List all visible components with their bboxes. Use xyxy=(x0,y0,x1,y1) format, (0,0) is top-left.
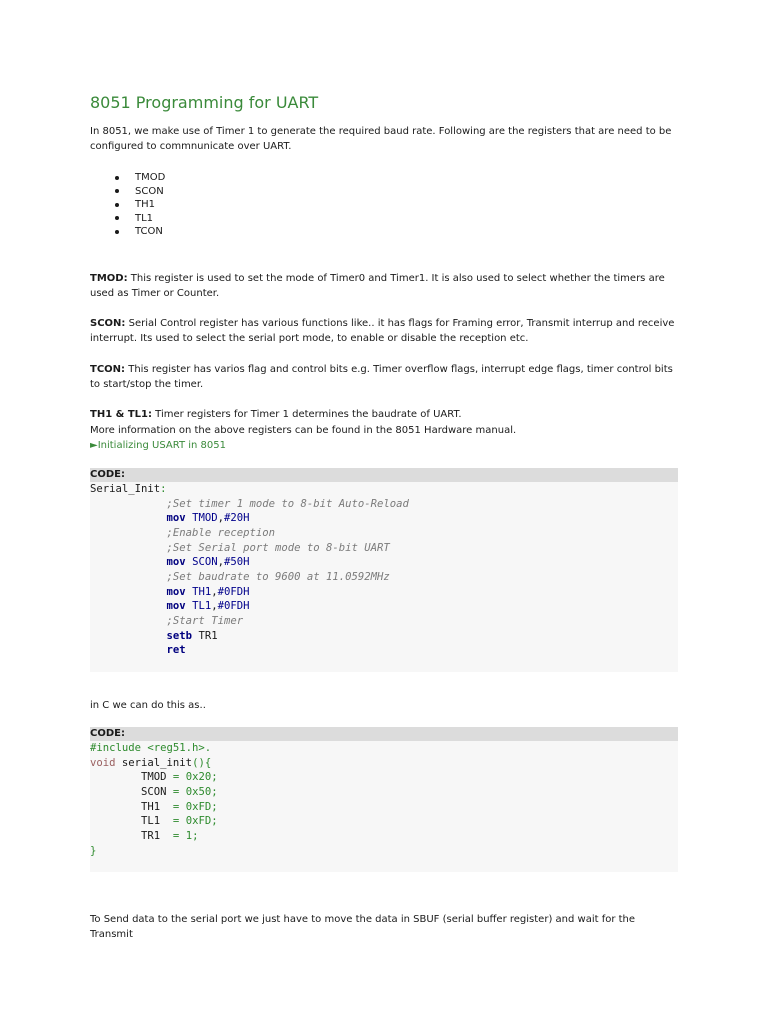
intro-paragraph: In 8051, we make use of Timer 1 to generate the required baud rate. Following are the registers that are need to be configured to commnunicate over UART. xyxy=(90,126,672,152)
scon-description: SCON: Serial Control register has various functions like.. it has flags for Framing error, Transmit interrup and receive interrupt. Its used to select the serial port mode, to enable or disable the reception etc. xyxy=(90,318,675,344)
code-line xyxy=(90,542,390,554)
th-tl-description: TH1 & TL1: Timer registers for Timer 1 determines the baudrate of UART. xyxy=(90,409,462,420)
code-line xyxy=(90,571,390,583)
code-line xyxy=(90,644,186,656)
code-line: mov TMOD,#20H xyxy=(166,512,250,525)
code-value: #50H xyxy=(223,556,250,569)
code-line xyxy=(90,771,218,783)
code-keyword: setb xyxy=(166,629,193,642)
c-intro-text: in C we can do this as.. xyxy=(90,700,206,711)
code-operator: = xyxy=(166,815,186,828)
list-item: TH1 xyxy=(90,198,165,212)
code-line xyxy=(90,630,218,642)
code-comment: ;Enable reception xyxy=(166,526,275,539)
register-list xyxy=(90,171,165,239)
outro-text: To Send data to the serial port we just have to move the data in SBUF (serial buffer register) and wait for the Transmit xyxy=(90,914,636,940)
code-register: TMOD xyxy=(141,771,167,784)
more-info-text: More information on the above registers can be found in the 8051 Hardware manual. xyxy=(90,425,517,436)
code-operand: TMOD xyxy=(192,512,218,525)
code-register: TR1 xyxy=(141,829,167,842)
code-operator: = xyxy=(166,800,186,813)
c-code-block xyxy=(90,727,678,872)
bullet-icon xyxy=(115,176,119,180)
code-label: CODE: xyxy=(90,727,678,741)
code-line xyxy=(90,527,275,539)
code-operand: TL1 xyxy=(192,600,212,613)
code-operator: = xyxy=(166,829,186,842)
bullet-icon xyxy=(115,216,119,220)
code-keyword: mov xyxy=(166,585,186,598)
code-line xyxy=(90,830,198,842)
code-line xyxy=(90,801,218,813)
code-comment: ;Set timer 1 mode to 8-bit Auto-Reload xyxy=(166,497,409,510)
code-operand: SCON xyxy=(192,556,218,569)
page-title: 8051 Programming for UART xyxy=(90,93,319,112)
code-value: 0x50; xyxy=(185,785,218,798)
asm-code: Serial_Init: ;Set timer 1 mode to 8-bit Auto-Reload mov TMOD,#20H ;Enable reception ;Set Serial port mode to 8-bit UART mov SCON,#50H ;Set baudrate to 9600 at 11.0592MHz mov TH1,#0FDH mov TL1,#0FDH ;Start Timer setb TR1 ret xyxy=(90,483,409,657)
code-line xyxy=(90,815,218,827)
code-operand: TH1 xyxy=(192,585,212,598)
code-line xyxy=(90,786,218,798)
code-keyword: mov xyxy=(166,512,186,525)
code-value: 1; xyxy=(185,829,199,842)
code-value: #0FDH xyxy=(217,600,250,613)
bullet-icon xyxy=(115,189,119,193)
code-line xyxy=(90,615,243,627)
code-value: 0xFD; xyxy=(185,815,218,828)
code-label: CODE: xyxy=(90,468,678,482)
code-keyword: mov xyxy=(166,556,186,569)
code-value: #0FDH xyxy=(217,585,250,598)
term-label: TH1 & TL1: xyxy=(90,409,152,420)
code-keyword: mov xyxy=(166,600,186,613)
code-register: TL1 xyxy=(141,815,167,828)
code-operator: = xyxy=(166,771,186,784)
code-line: mov TL1,#0FDH xyxy=(166,600,250,613)
list-item: TL1 xyxy=(90,212,165,226)
code-register: SCON xyxy=(141,785,167,798)
initializing-usart-link[interactable]: ►Initializing USART in 8051 xyxy=(90,440,226,451)
code-comment: ;Set Serial port mode to 8-bit UART xyxy=(166,541,390,554)
tmod-description: TMOD: This register is used to set the mode of Timer0 and Timer1. It is also used to select whether the timers are used as Timer or Counter. xyxy=(90,273,665,299)
term-label: SCON: xyxy=(90,318,126,329)
code-operator: = xyxy=(166,785,186,798)
list-item: TCON xyxy=(90,225,165,239)
tcon-description: TCON: This register has varios flag and control bits e.g. Timer overflow flags, interrupt edge flags, timer control bits to start/stop the timer. xyxy=(90,364,673,390)
code-keyword: ret xyxy=(166,644,186,657)
list-item: TMOD xyxy=(90,171,165,185)
code-line: mov TH1,#0FDH xyxy=(166,585,250,598)
list-item: SCON xyxy=(90,185,165,199)
asm-code-block xyxy=(90,468,678,672)
code-register: TH1 xyxy=(141,800,167,813)
bullet-icon xyxy=(115,230,119,234)
code-line: mov SCON,#50H xyxy=(166,556,250,569)
code-value: 0x20; xyxy=(185,771,218,784)
code-comment: ;Set baudrate to 9600 at 11.0592MHz xyxy=(166,570,390,583)
code-value: 0xFD; xyxy=(185,800,218,813)
code-line xyxy=(90,498,409,510)
code-comment: ;Start Timer xyxy=(166,614,244,627)
bullet-icon xyxy=(115,203,119,207)
term-label: TCON: xyxy=(90,364,126,375)
code-value: #20H xyxy=(223,512,250,525)
term-label: TMOD: xyxy=(90,273,128,284)
code-operand: TR1 xyxy=(198,629,218,642)
c-code: #include <reg51.h>. void serial_init(){ TMOD = 0x20; SCON = 0x50; TH1 = 0xFD; TL1 = 0xFD; TR1 = 1; } xyxy=(90,742,218,857)
